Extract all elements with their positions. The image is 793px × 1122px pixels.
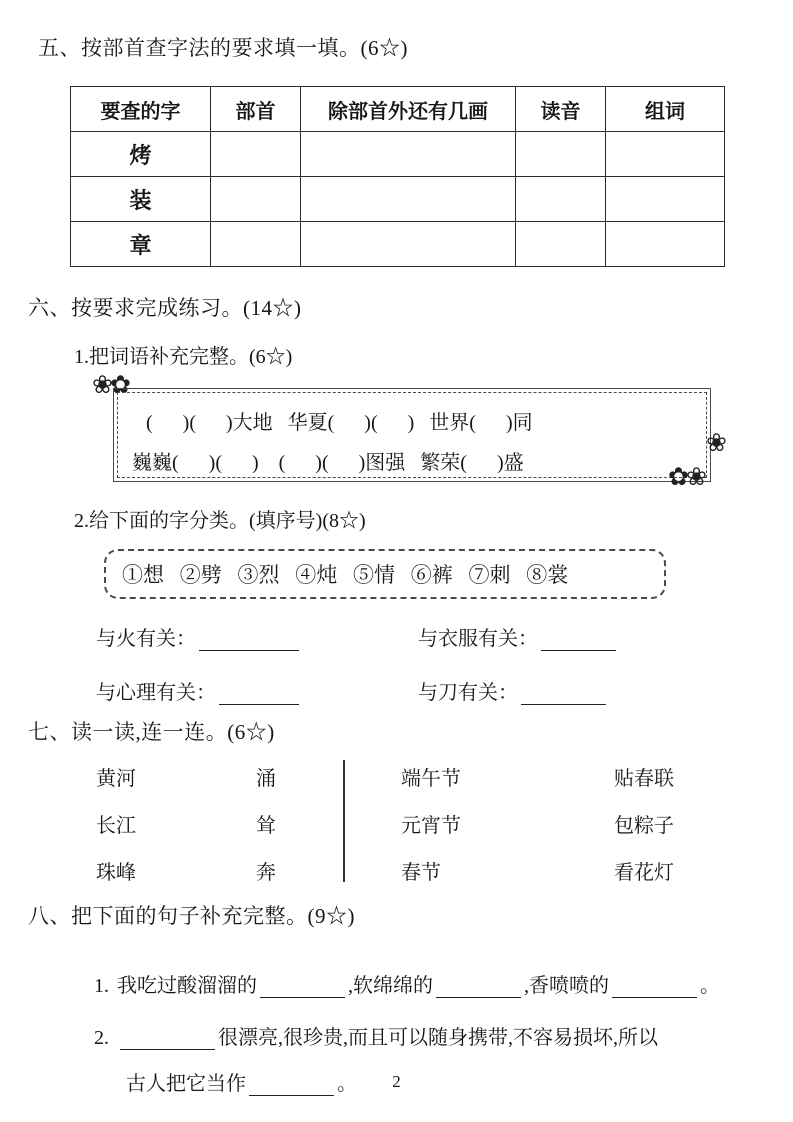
sentence-text: ,软绵绵的 xyxy=(348,975,433,997)
empty-cell xyxy=(211,132,301,177)
match-item: 贴春联 xyxy=(614,768,674,790)
section6-sub1-title: 1.把词语补充完整。(6☆) xyxy=(74,346,293,368)
prompt-fire xyxy=(96,622,302,651)
header-word: 组词 xyxy=(606,87,725,132)
answer-blank xyxy=(612,976,697,998)
sentence-text: 我吃过酸溜溜的 xyxy=(117,975,257,997)
match-item: 耸 xyxy=(256,815,276,837)
empty-cell xyxy=(301,222,516,267)
sentence-text: 古人把它当作 xyxy=(126,1073,246,1095)
empty-cell xyxy=(301,177,516,222)
word-completion-box xyxy=(113,388,711,482)
word-completion-line2: 巍巍( )( ) ( )( )图强 繁荣( )盛 xyxy=(132,452,524,474)
section6-title: 六、按要求完成练习。(14☆) xyxy=(28,296,302,320)
header-char: 要查的字 xyxy=(71,87,211,132)
match-item: 奔 xyxy=(256,862,276,884)
section7-title: 七、读一读,连一连。(6☆) xyxy=(28,720,275,744)
answer-blank xyxy=(199,629,299,651)
section5-title: 五、按部首查字法的要求填一填。(6☆) xyxy=(38,36,408,60)
flower-icon: ✿❀ xyxy=(668,464,704,491)
sentence-text: ,香喷喷的 xyxy=(524,975,609,997)
match-item: 长江 xyxy=(96,815,136,837)
flower-icon: ❀✿ xyxy=(92,372,128,399)
table-header-row xyxy=(71,87,725,132)
match-item: 珠峰 xyxy=(96,862,136,884)
section8-title: 八、把下面的句子补充完整。(9☆) xyxy=(28,904,355,928)
prompt-mind-label: 与心理有关： xyxy=(96,682,216,704)
table-row xyxy=(71,177,725,222)
table-row xyxy=(71,222,725,267)
header-pronunciation: 读音 xyxy=(516,87,606,132)
character-list-box xyxy=(104,549,666,599)
matching-area xyxy=(96,762,736,892)
match-item: 春节 xyxy=(401,862,441,884)
prompt-knife-label: 与刀有关： xyxy=(418,682,518,704)
match-item: 元宵节 xyxy=(401,815,461,837)
prompt-clothes xyxy=(418,622,619,651)
answer-blank xyxy=(260,976,345,998)
header-radical: 部首 xyxy=(211,87,301,132)
divider-line xyxy=(343,760,345,882)
sentence-number: 2. xyxy=(94,1027,109,1049)
prompt-mind xyxy=(96,676,302,705)
match-item: 黄河 xyxy=(96,768,136,790)
empty-cell xyxy=(516,132,606,177)
empty-cell xyxy=(516,222,606,267)
match-item: 看花灯 xyxy=(614,862,674,884)
empty-cell xyxy=(301,132,516,177)
stroke-lookup-table xyxy=(70,86,725,267)
sentence-text: 很漂亮,很珍贵,而且可以随身携带,不容易损坏,所以 xyxy=(218,1027,658,1049)
empty-cell xyxy=(606,177,725,222)
table-row xyxy=(71,132,725,177)
empty-cell xyxy=(606,222,725,267)
match-item: 端午节 xyxy=(401,768,461,790)
char-zhuang: 装 xyxy=(71,177,211,222)
match-item: 涌 xyxy=(256,768,276,790)
char-kao: 烤 xyxy=(71,132,211,177)
char-zhang: 章 xyxy=(71,222,211,267)
answer-blank xyxy=(436,976,521,998)
section6-sub2-title: 2.给下面的字分类。(填序号)(8☆) xyxy=(74,510,366,532)
empty-cell xyxy=(211,177,301,222)
word-completion-line1: ( )( )大地 华夏( )( ) 世界( )同 xyxy=(146,412,533,434)
character-list: ①想 ②劈 ③烈 ④炖 ⑤情 ⑥裤 ⑦刺 ⑧裳 xyxy=(122,563,569,587)
header-strokes: 除部首外还有几画 xyxy=(301,87,516,132)
empty-cell xyxy=(211,222,301,267)
prompt-fire-label: 与火有关： xyxy=(96,628,196,650)
flower-icon: ❀ xyxy=(706,430,724,457)
prompt-clothes-label: 与衣服有关： xyxy=(418,628,538,650)
sentence-text: 。 xyxy=(700,975,720,997)
match-item: 包粽子 xyxy=(614,815,674,837)
answer-blank xyxy=(541,629,616,651)
answer-blank xyxy=(521,683,606,705)
answer-blank xyxy=(219,683,299,705)
empty-cell xyxy=(516,177,606,222)
sentence-number: 1. xyxy=(94,975,109,997)
prompt-knife xyxy=(418,676,609,705)
empty-cell xyxy=(606,132,725,177)
sentence-text: 。 xyxy=(337,1073,357,1095)
page-number: 2 xyxy=(392,1072,401,1091)
